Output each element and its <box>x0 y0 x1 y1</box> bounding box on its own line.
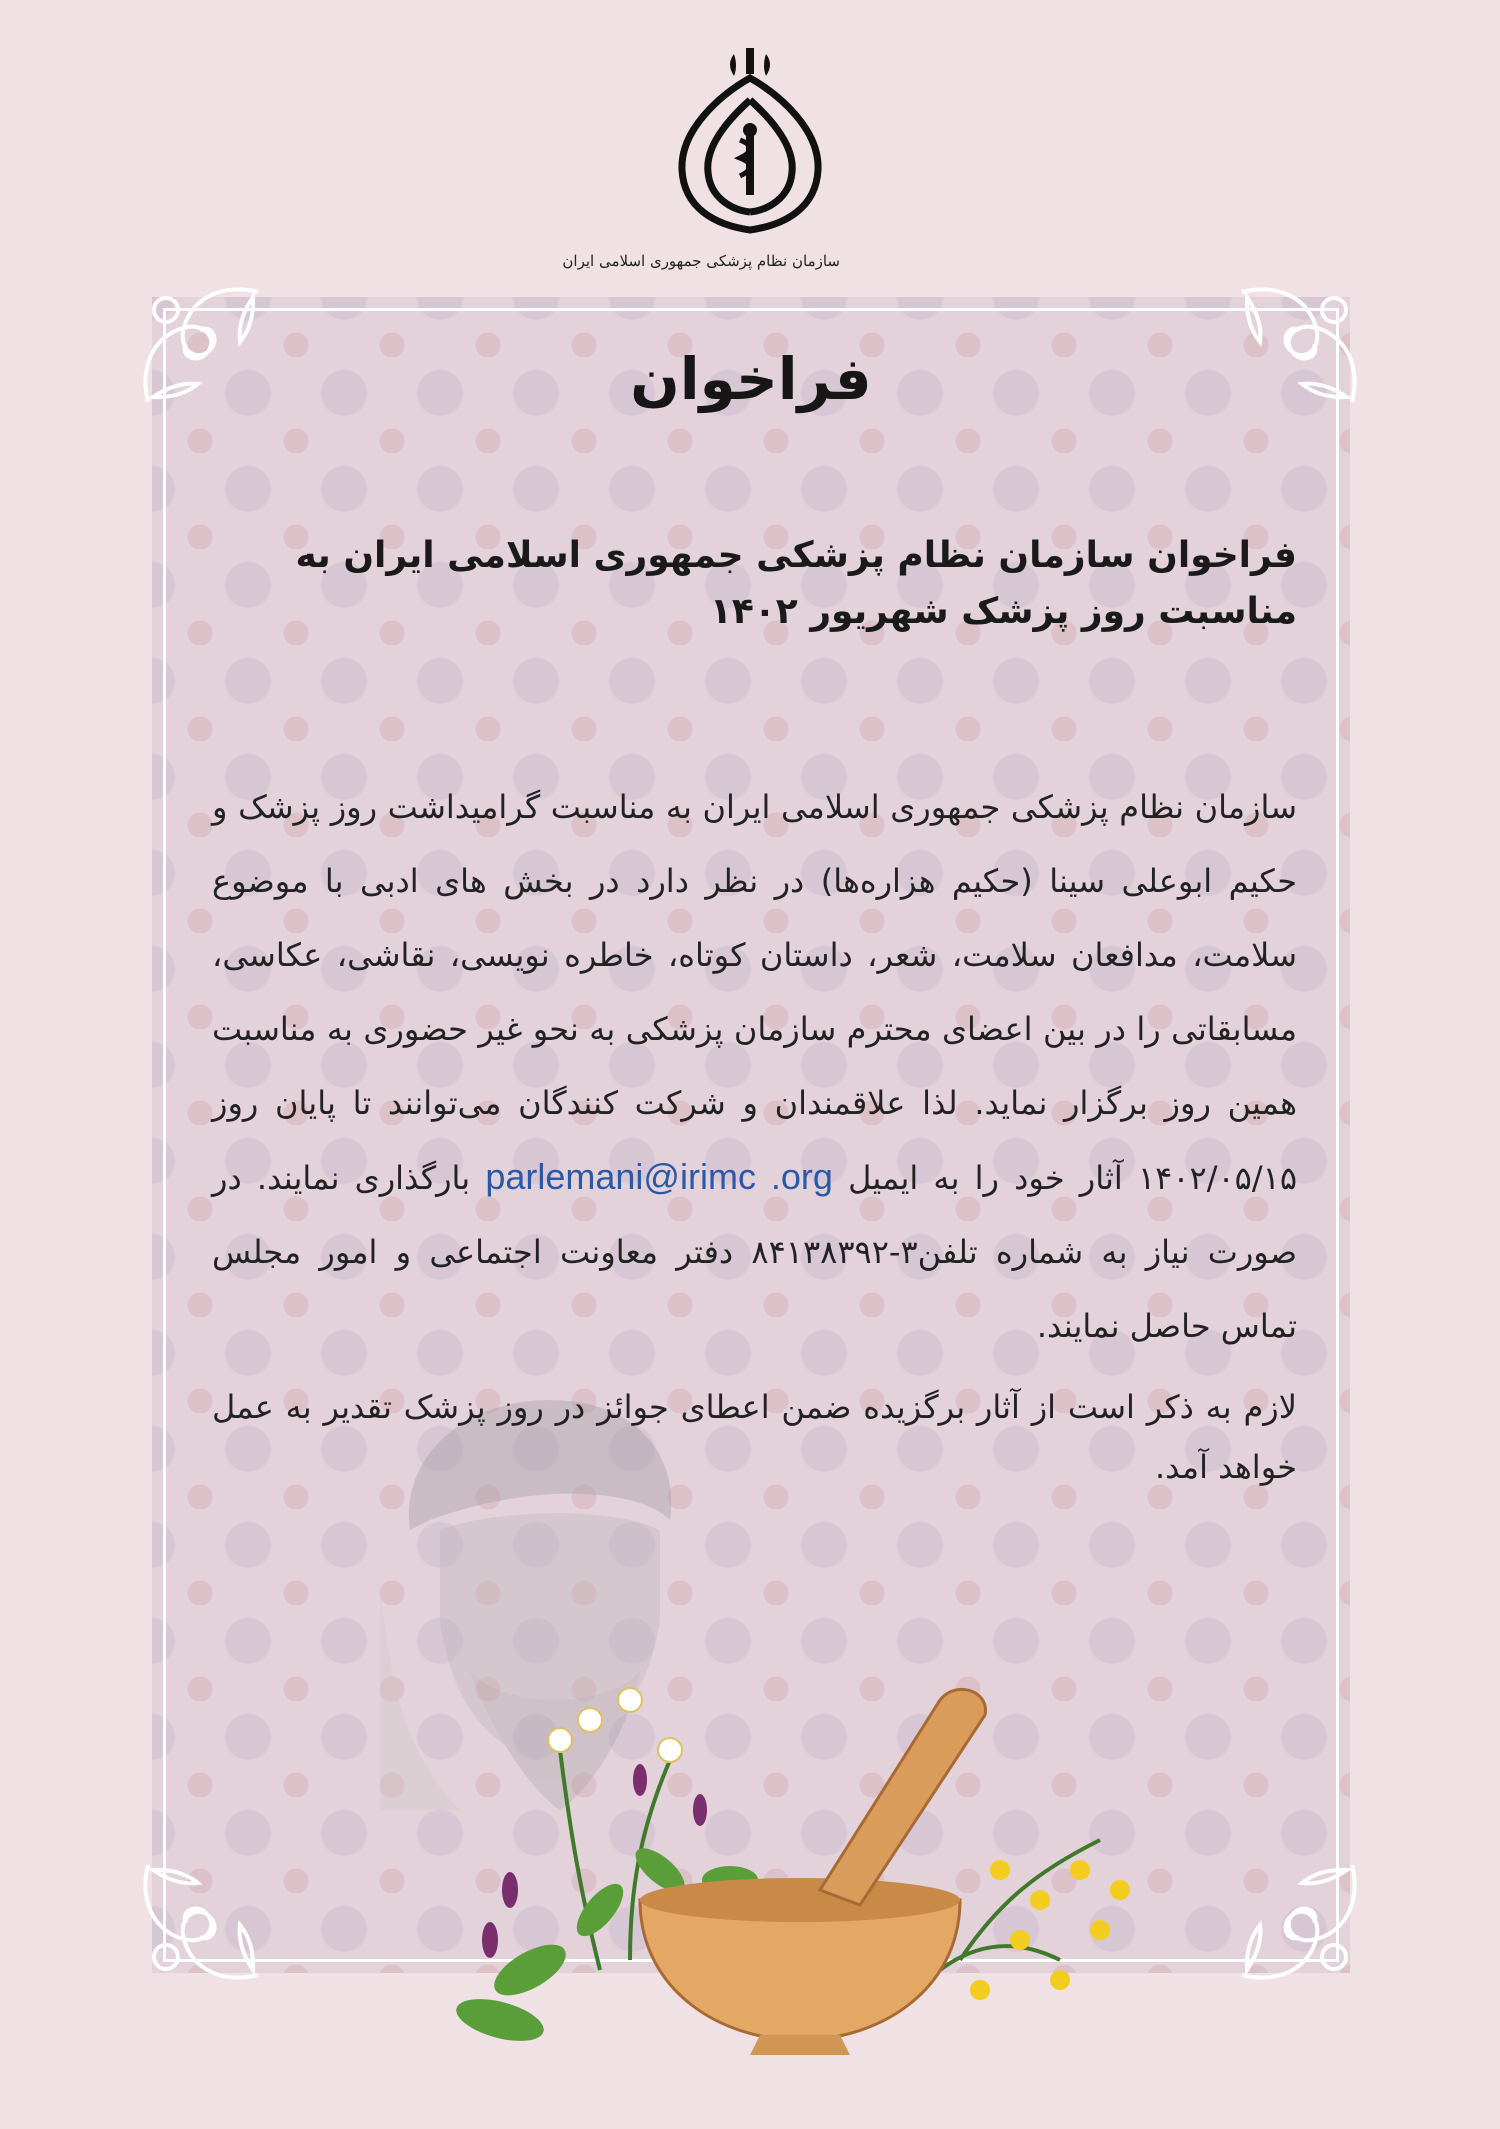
page-title: فراخوان <box>630 345 872 413</box>
body-paragraph-1 <box>212 770 1297 1363</box>
medical-council-emblem-icon <box>660 40 840 265</box>
corner-ornament-bottom-left <box>128 1845 278 1995</box>
body-text-before-email: سازمان نظام پزشکی جمهوری اسلامی ایران به مناسبت گرامیداشت روز پزشک و حکیم ابوعلی سینا (حکیم هزاره‌ها) در نظر دارد در بخش های ادبی با موضوع سلامت، مدافعان سلامت، شعر، داستان کوتاه، خاطره نویسی، نقاشی، عکاسی، مسابقاتی را در بین اعضای محترم سازمان پزشکی به نحو غیر حضوری به مناسبت همین روز برگزار نماید. لذا علاقمندان و شرکت کنندگان می‌توانند تا پایان روز ۱۴۰۲/۰۵/۱۵ آثار خود را به ایمیل <box>212 788 1298 1197</box>
announcement-body <box>212 770 1297 1497</box>
logo-caption: سازمان نظام پزشکی جمهوری اسلامی ایران <box>562 252 840 270</box>
logo <box>562 40 840 290</box>
mortar-and-herbs-illustration <box>400 1640 1180 2060</box>
body-text-after-email: بارگذاری نمایند. در صورت نیاز به شماره تلفن۳-۸۴۱۳۸۳۹۲ دفتر معاونت اجتماعی و امور مجلس تماس حاصل نمایند. <box>212 1159 1298 1345</box>
ornament-icon <box>1222 1845 1372 1995</box>
email-link[interactable]: parlemani@irimc .org <box>485 1156 833 1197</box>
body-paragraph-2: لازم به ذکر است از آثار برگزیده ضمن اعطای جوائز در روز پزشک تقدیر به عمل خواهد آمد. <box>212 1388 1297 1486</box>
ornament-icon <box>128 1845 278 1995</box>
announcement-heading: فراخوان سازمان نظام پزشکی جمهوری اسلامی ایران به مناسبت روز پزشک شهریور ۱۴۰۲ <box>295 535 1297 632</box>
corner-ornament-bottom-right <box>1222 1845 1372 1995</box>
